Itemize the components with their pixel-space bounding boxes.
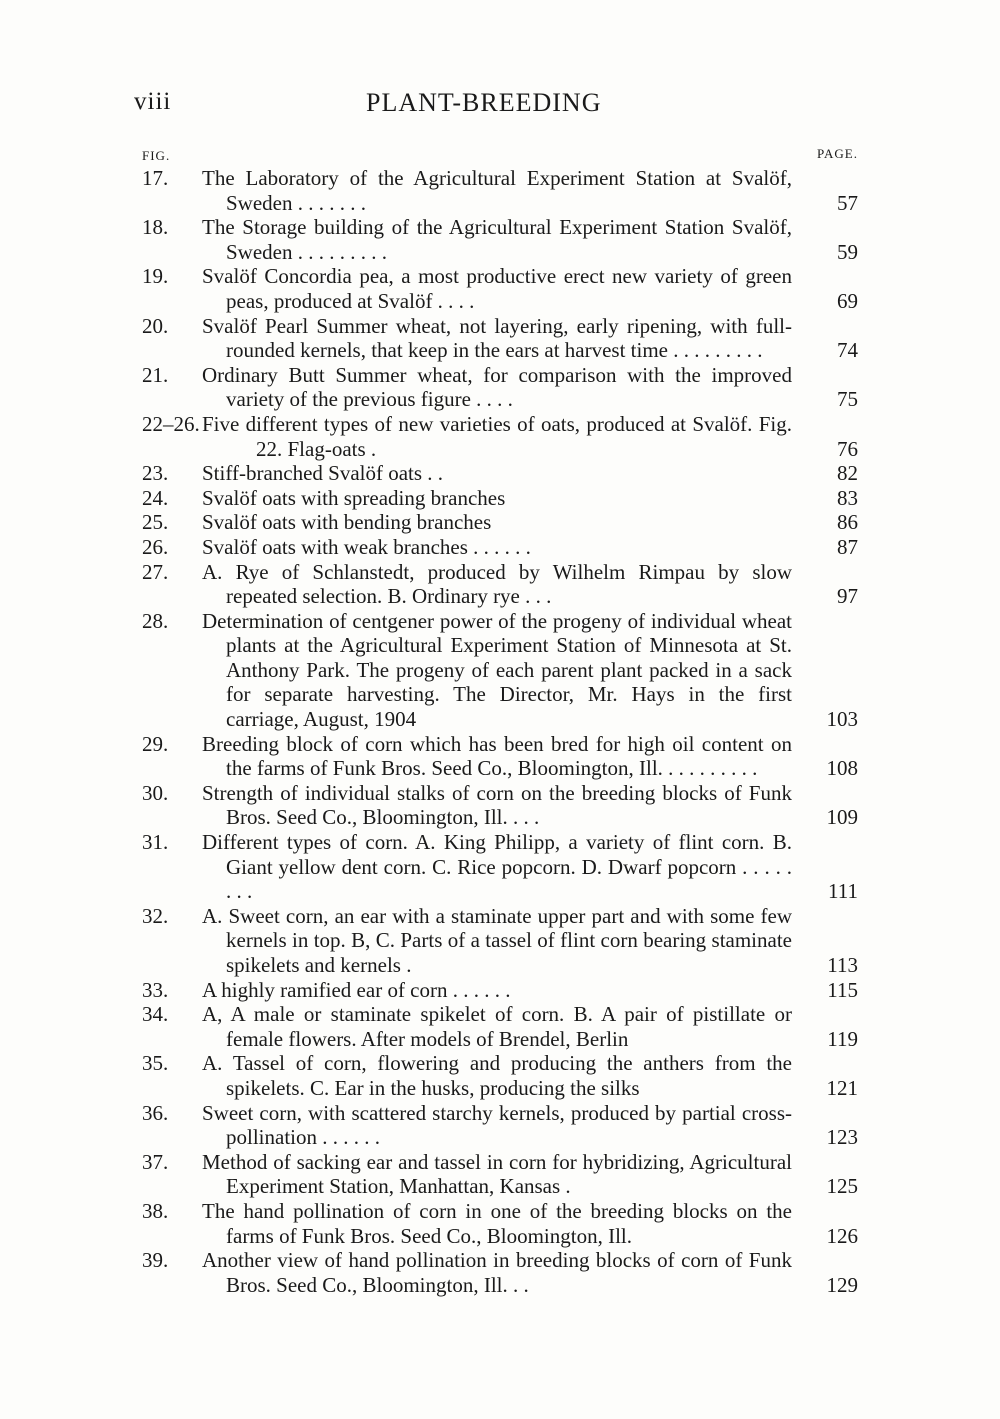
list-item (140, 978, 860, 1003)
figure-caption: Ordinary Butt Summer wheat, for comparison with the improved variety of the previous figure . . . . (202, 362, 792, 412)
page-reference: 119 (827, 1026, 858, 1051)
figure-caption: A. Sweet corn, an ear with a staminate upper part and with some few kernels in top. B, C. Parts of a tassel of flint corn bearing staminate spikelets and kernels . (202, 903, 792, 977)
page-reference: 82 (837, 461, 858, 486)
list-item (140, 1150, 860, 1199)
page-reference: 75 (837, 387, 858, 412)
page-reference: 74 (837, 338, 858, 363)
list-item (140, 1002, 860, 1051)
figure-number: 26. (142, 534, 169, 559)
running-head (134, 88, 634, 124)
figure-caption: Svalöf oats with weak branches . . . . . . (202, 534, 531, 559)
list-item (140, 412, 860, 461)
figure-caption: Svalöf oats with bending branches (202, 510, 492, 535)
figure-caption: Stiff-branched Svalöf oats . . (202, 461, 444, 486)
figure-number: 36. (142, 1100, 169, 1125)
figure-caption: Five different types of new varieties of oats, produced at Svalöf. Fig. 22. Flag-oats . (202, 411, 792, 461)
list-item (140, 535, 860, 560)
figure-caption: Determination of centgener power of the progeny of individual wheat plants at the Agricultural Experiment Station of Minnesota at St. Anthony Park. The progeny of each parent plant packed in a sack for separate harvesting. The Director, Mr. Hays in the first carriage, August, 1904 (202, 608, 792, 732)
figure-number: 24. (142, 485, 169, 510)
page-reference: 109 (826, 805, 858, 830)
figure-caption: Svalöf Concordia pea, a most productive erect new variety of green peas, produced at Svalöf . . . . (202, 264, 792, 313)
figure-caption: Method of sacking ear and tassel in corn for hybridizing, Agricultural Experiment Station, Manhattan, Kansas . (202, 1149, 792, 1199)
page-reference: 69 (837, 288, 858, 313)
figure-number: 37. (142, 1149, 169, 1174)
list-item (140, 781, 860, 830)
page-reference: 125 (826, 1174, 858, 1199)
page-reference: 115 (827, 977, 858, 1002)
figure-number: 18. (142, 215, 169, 240)
figure-number: 38. (142, 1198, 169, 1223)
page-column-heading: PAGE. (816, 146, 858, 161)
figure-number: 20. (142, 313, 169, 338)
list-item (140, 904, 860, 978)
book-title: PLANT-BREEDING (366, 88, 602, 117)
figure-number: 30. (142, 780, 169, 805)
list-item (140, 560, 860, 609)
figure-number: 23. (142, 461, 169, 486)
figure-number: 19. (142, 264, 169, 289)
figure-caption: Another view of hand pollination in breeding blocks of corn of Funk Bros. Seed Co., Bloomington, Ill. . . (202, 1248, 792, 1297)
page-reference: 121 (826, 1075, 858, 1100)
list-item (140, 1199, 860, 1248)
list-item (140, 609, 860, 732)
list-item (140, 461, 860, 486)
list-of-illustrations (140, 166, 860, 1297)
figure-caption: A. Tassel of corn, flowering and producing the anthers from the spikelets. C. Ear in the husks, producing the silks (202, 1051, 792, 1100)
figure-caption: Svalöf oats with spreading branches (202, 485, 506, 510)
figure-number: 28. (142, 608, 169, 633)
list-item (140, 1101, 860, 1150)
figure-number: 21. (142, 362, 169, 387)
figure-number: 34. (142, 1002, 169, 1027)
page-reference: 87 (837, 534, 858, 559)
fig-column-heading: FIG. (142, 148, 171, 163)
figure-number: 25. (142, 510, 169, 535)
list-item (140, 1051, 860, 1100)
list-item (140, 830, 860, 904)
column-headings (142, 146, 858, 166)
list-item (140, 363, 860, 412)
page-number: viii (134, 88, 172, 115)
page-reference: 76 (837, 436, 858, 461)
figure-caption: Different types of corn. A. King Philipp, a variety of flint corn. B. Giant yellow dent corn. C. Rice popcorn. D. Dwarf popcorn . . . . . . . . (202, 830, 792, 904)
page-reference: 57 (837, 190, 858, 215)
figure-number: 29. (142, 731, 169, 756)
figure-number: 35. (142, 1051, 169, 1076)
page-reference: 83 (837, 485, 858, 510)
page-reference: 97 (837, 584, 858, 609)
list-item (140, 314, 860, 363)
list-item (140, 510, 860, 535)
figure-caption: A, A male or staminate spikelet of corn. B. A pair of pistillate or female flowers. After models of Brendel, Berlin (202, 1002, 792, 1051)
figure-number: 33. (142, 977, 169, 1002)
figure-caption: Breeding block of corn which has been bred for high oil content on the farms of Funk Bros. Seed Co., Bloomington, Ill. . . . . . . . . . (202, 731, 792, 781)
figure-number: 17. (142, 166, 169, 190)
list-item (140, 264, 860, 313)
figure-number: 22–26. (142, 411, 200, 436)
figure-number: 39. (142, 1248, 169, 1273)
page-reference: 113 (827, 953, 858, 977)
figure-caption: The Storage building of the Agricultural Experiment Station Svalöf, Sweden . . . . . . . . . (202, 215, 792, 264)
list-item (140, 215, 860, 264)
figure-number: 32. (142, 903, 169, 928)
list-item (140, 166, 860, 215)
figure-caption: Strength of individual stalks of corn on the breeding blocks of Funk Bros. Seed Co., Bloomington, Ill. . . . (202, 780, 792, 830)
page-reference: 103 (826, 707, 858, 732)
figure-caption: A. Rye of Schlanstedt, produced by Wilhelm Rimpau by slow repeated selection. B. Ordinary rye . . . (202, 559, 792, 609)
page-reference: 59 (837, 239, 858, 264)
figure-caption: The hand pollination of corn in one of the breeding blocks on the farms of Funk Bros. Seed Co., Bloomington, Ill. (202, 1198, 792, 1248)
figure-number: 27. (142, 559, 169, 584)
page-reference: 126 (826, 1223, 858, 1248)
figure-caption: Sweet corn, with scattered starchy kernels, produced by partial cross-pollination . . . . . . (202, 1100, 792, 1150)
page-reference: 123 (826, 1125, 858, 1150)
page-reference: 129 (826, 1272, 858, 1297)
figure-caption: Svalöf Pearl Summer wheat, not layering, early ripening, with full-rounded kernels, that keep in the ears at harvest time . . . . . . . . . (202, 313, 792, 363)
figure-number: 31. (142, 830, 169, 855)
list-item (140, 732, 860, 781)
figure-caption: A highly ramified ear of corn . . . . . . (202, 977, 511, 1002)
list-item (140, 486, 860, 511)
figure-caption: The Laboratory of the Agricultural Experiment Station at Svalöf, Sweden . . . . . . . (202, 166, 792, 215)
page-reference: 111 (828, 879, 858, 904)
page-reference: 108 (826, 756, 858, 781)
page-reference: 86 (837, 510, 858, 535)
list-item (140, 1248, 860, 1297)
